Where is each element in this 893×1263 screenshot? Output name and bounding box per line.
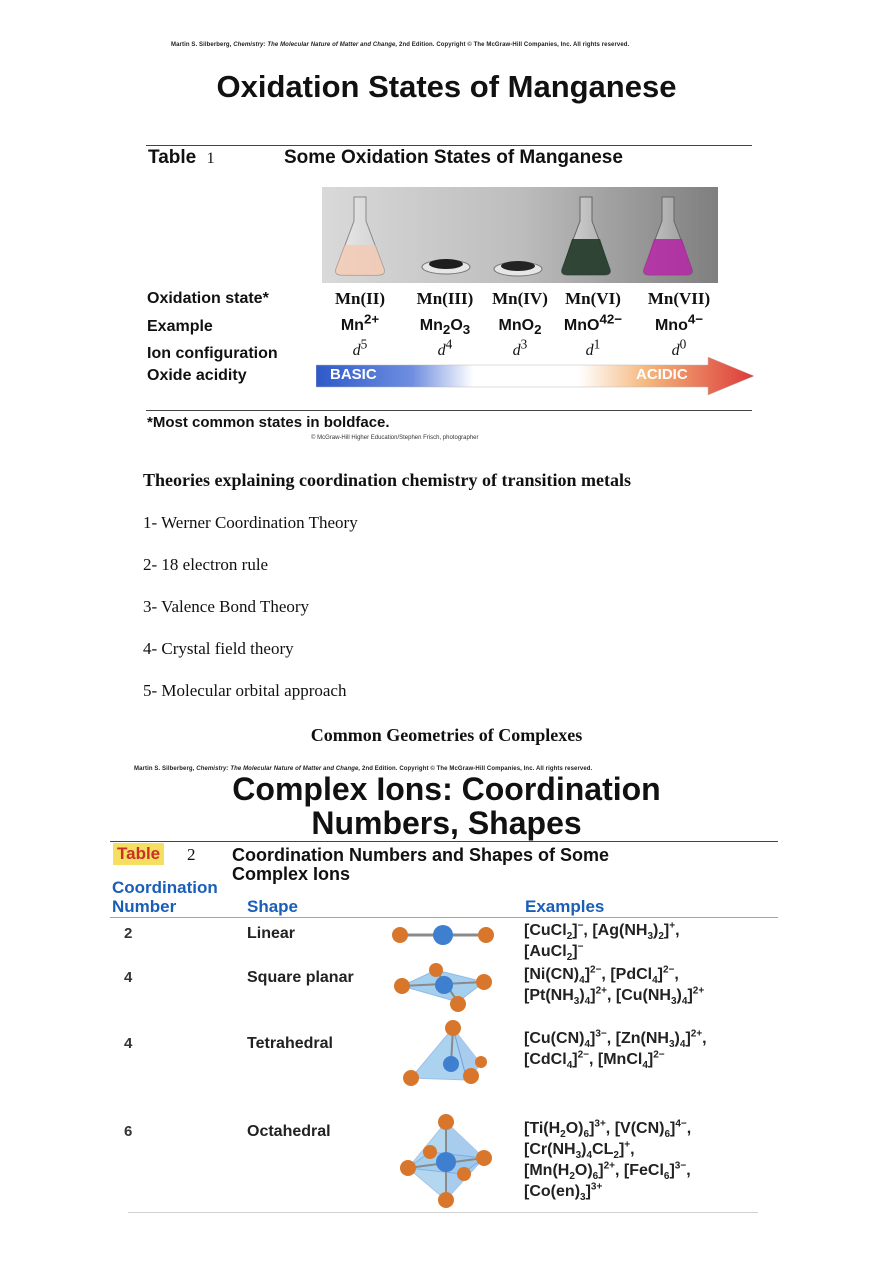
formula-coen3: $[Co(en)_3]^{3+}$ [524, 1181, 603, 1204]
row-label-oxide-acidity: Oxide acidity [147, 367, 247, 384]
photo-credit: © McGraw-Hill Higher Education/Stephen Frisch, photographer [311, 435, 479, 441]
formula-fecl6: [FeCl$_6$]$^{3-}$ [623, 1160, 687, 1183]
credit-edition: 2nd Edition. [362, 766, 398, 772]
formula-cunh34: $[Cu(NH_3)_4]^{2+}$ [615, 985, 705, 1008]
table2-title-line2: Complex Ions [232, 864, 351, 884]
config-d3: $d^3$ [512, 336, 528, 359]
theories-heading: Theories explaining coordination chemistry of transition metals [143, 470, 631, 490]
tetrahedral-geometry-model [395, 1018, 491, 1092]
table1-label: Table [148, 147, 197, 168]
table2-label: Table [117, 844, 161, 863]
formula-agnh32: $[Ag(NH_3)_2]^+$ [592, 920, 676, 943]
page-title: Oxidation States of Manganese [216, 69, 677, 104]
example-mno2: MnO$_2$ [498, 317, 542, 338]
acidity-acidic-label: ACIDIC [636, 366, 688, 383]
row-label-example: Example [147, 318, 213, 335]
example-mno4-1: Mno$^{4-}$ [654, 311, 704, 334]
row-linear-number: 2 [124, 925, 133, 942]
row-octahedral-examples: $[Ti(H_2O)_6]^{3+}$, $[V(CN)_6]^{4-}$, $[Cr(NH_3)_4CL_2]^+$, $[Mn(H_2O)_6]^{2+}$, [FeCl$_6$]$^{3-}$, $[Co(en)_3]^{3+}$ [524, 1118, 692, 1204]
row-square-planar-number: 4 [124, 969, 133, 986]
table2-number: 2 [187, 845, 196, 864]
config-d4: $d^4$ [437, 336, 453, 359]
column-shape: Shape [247, 897, 299, 916]
manganese-flasks-photo [322, 187, 718, 283]
column-coordination-number [112, 878, 218, 916]
config-d5: $d^5$ [352, 336, 368, 359]
square-planar-geometry-model [388, 958, 498, 1016]
table2-title-line1: Coordination Numbers and Shapes of Some [232, 845, 610, 865]
formula-ptnh34: $[Pt(NH_3)_4]^{2+}$ [524, 985, 607, 1008]
formula-mncl4: [MnCl$_4$]$^{2-}$ [597, 1049, 665, 1072]
formula-aucl2: [AuCl$_2$]− [524, 941, 584, 964]
formula-mnh2o6: $[Mn(H_2O)_6]^{2+}$ [524, 1160, 615, 1183]
table1-number: 1 [206, 150, 215, 167]
row-tetrahedral-examples: $[Cu(CN)_4]^{3-}$, $[Zn(NH_3)_4]^{2+}$, [CdCl$_4$]$^{2-}$, [MnCl$_4$]$^{2-}$ [524, 1028, 707, 1072]
row-label-oxidation-state: Oxidation state* [147, 290, 269, 307]
column-coord-line2: Number [112, 897, 177, 916]
credit-copyright: Copyright © The McGraw-Hill Companies, Inc. All rights reserved. [399, 766, 593, 772]
column-examples: Examples [525, 897, 605, 916]
formula-cdcl4: [CdCl$_4$]$^{2-}$ [524, 1049, 589, 1072]
formula-crnh34cl2: $[Cr(NH_3)_4CL_2]^+$ [524, 1139, 631, 1162]
theory-item: 2- 18 electron rule [143, 555, 269, 574]
table2-label-box [113, 843, 164, 865]
example-mn2o3: $Mn_2O_3$ [419, 317, 471, 338]
credit-copyright: Copyright © The McGraw-Hill Companies, Inc. All rights reserved. [436, 42, 630, 48]
table1-title: Some Oxidation States of Manganese [284, 147, 623, 168]
credit-book: Chemistry: The Molecular Nature of Matter and Change, [233, 42, 398, 48]
table1-bottom-rule [146, 410, 752, 411]
credit-edition: 2nd Edition. [399, 42, 435, 48]
octahedral-geometry-model [390, 1112, 498, 1212]
table1-header [148, 147, 215, 169]
row-tetrahedral-number: 4 [124, 1035, 133, 1052]
state-mn4: Mn(IV) [492, 289, 548, 308]
credit-author: Martin S. Silberberg, [171, 42, 232, 48]
column-coord-line1: Coordination [112, 878, 218, 897]
row-linear-shape: Linear [247, 925, 296, 942]
table2-bottom-rule [128, 1212, 758, 1213]
geometries-heading: Common Geometries of Complexes [310, 725, 583, 745]
config-d1: $d^1$ [585, 336, 601, 359]
section2-title-line1: Complex Ions: Coordination [232, 771, 661, 807]
state-mn2: Mn(II) [334, 289, 386, 308]
config-d0: $d^0$ [671, 336, 687, 359]
row-label-ion-config: Ion configuration [147, 345, 278, 362]
theory-item: 1- Werner Coordination Theory [143, 513, 358, 532]
formula-vcn6: $[V(CN)_6]^{4-}$ [614, 1118, 687, 1141]
table2-top-rule [110, 841, 778, 842]
formula-znnh34: $[Zn(NH_3)_4]^{2+}$ [615, 1028, 703, 1051]
state-mn3: Mn(III) [416, 289, 474, 308]
formula-tih2o6: $[Ti(H_2O)_6]^{3+}$ [524, 1118, 606, 1141]
credit-line-top [171, 42, 629, 48]
formula-nicn4: $[Ni(CN)_4]^{2-}$ [524, 964, 602, 987]
table1-top-rule [146, 145, 752, 146]
formula-pdcl4: [PdCl$_4$]$^{2-}$ [610, 964, 675, 987]
acidity-arrow [316, 357, 754, 397]
example-mno4-2: MnO$^{42-}$ [563, 311, 623, 334]
state-mn7: Mn(VII) [647, 289, 711, 308]
row-linear-examples: [CuCl$_2$]−, $[Ag(NH_3)_2]^+$, [AuCl$_2$]− [524, 920, 680, 964]
linear-geometry-model [388, 920, 498, 950]
formula-cucn4: $[Cu(CN)_4]^{3-}$ [524, 1028, 607, 1051]
credit-book: Chemistry: The Molecular Nature of Matter and Change, [196, 766, 361, 772]
theory-item: 3- Valence Bond Theory [143, 597, 310, 616]
row-octahedral-shape: Octahedral [247, 1123, 331, 1140]
row-square-planar-examples: $[Ni(CN)_4]^{2-}$, [PdCl$_4$]$^{2-}$, $[Pt(NH_3)_4]^{2+}$, $[Cu(NH_3)_4]^{2+}$ [524, 964, 705, 1008]
theory-item: 4- Crystal field theory [143, 639, 294, 658]
state-mn6: Mn(VI) [565, 289, 621, 308]
credit-author: Martin S. Silberberg, [134, 766, 195, 772]
row-square-planar-shape: Square planar [247, 969, 354, 986]
row-octahedral-number: 6 [124, 1123, 133, 1140]
acidity-basic-label: BASIC [330, 366, 377, 383]
formula-cucl2: [CuCl$_2$]− [524, 920, 584, 943]
table1-footnote: *Most common states in boldface. [147, 414, 390, 431]
row-tetrahedral-shape: Tetrahedral [247, 1035, 333, 1052]
example-mn2: $Mn^{2+}$ [340, 311, 380, 334]
table2-header-rule [110, 917, 778, 918]
theory-item: 5- Molecular orbital approach [143, 681, 347, 700]
section2-title-line2: Numbers, Shapes [311, 805, 582, 841]
